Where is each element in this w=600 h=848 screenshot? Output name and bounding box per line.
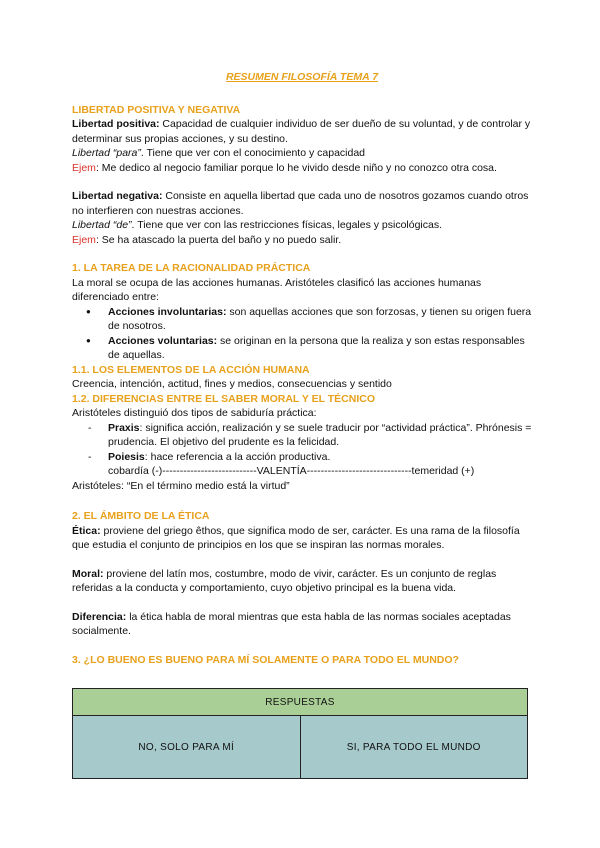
section-heading-libertad: LIBERTAD POSITIVA Y NEGATIVA: [72, 103, 241, 116]
term-text: Capacidad de cualquier individuo de ser dueño de su voluntad, y de controlar y determinar sus propias acciones, y su destino.: [72, 118, 531, 145]
example-negativa: [72, 233, 532, 248]
subsection-1-1-text: Creencia, intención, actitud, fines y medios, consecuencias y sentido: [72, 378, 392, 390]
table-cell-right: SI, PARA TODO EL MUNDO: [300, 716, 528, 779]
italic-rest: . Tiene que ver con el conocimiento y capacidad: [140, 147, 366, 159]
italic-term: Libertad “de”: [72, 219, 132, 231]
item-label: Praxis: [108, 421, 140, 434]
paragraph-diferencia: [72, 610, 532, 639]
item-label: Acciones involuntarias:: [108, 305, 227, 318]
paragraph-libertad-negativa: [72, 189, 532, 218]
term-text: proviene del latín mos, costumbre, modo de vivir, carácter. Es un conjunto de reglas referidas a la conducta y comportamiento, cuyo objetivo principal es la buena vida.: [72, 567, 497, 594]
list-item: [108, 421, 532, 450]
list-item: [108, 334, 532, 363]
term-label: Moral:: [72, 567, 104, 580]
paragraph-etica: [72, 524, 532, 553]
virtue-scale: cobardía (-)---------------------------VALENTÍA------------------------------temeridad (+): [108, 465, 475, 477]
item-label: Poiesis: [108, 450, 145, 463]
table-cell-left: NO, SOLO PARA MÍ: [73, 716, 301, 779]
document-body: [72, 70, 532, 667]
subsection-1-2-intro: Aristóteles distinguió dos tipos de sabiduría práctica:: [72, 407, 317, 419]
document-title: RESUMEN FILOSOFÍA TEMA 7: [225, 71, 379, 83]
term-label: Libertad positiva:: [72, 118, 160, 130]
item-text: : hace referencia a la acción productiva.: [144, 450, 331, 463]
ejem-label: Ejem: [72, 233, 96, 246]
item-text: son aquellas acciones que son forzosas, y tienen su origen fuera de nosotros.: [108, 305, 532, 332]
dash-list-sabiduria: [72, 421, 532, 465]
ejem-label: Ejem: [72, 161, 96, 174]
section-heading-1: 1. LA TAREA DE LA RACIONALIDAD PRÁCTICA: [72, 262, 311, 274]
section-heading-2: 2. EL ÁMBITO DE LA ÉTICA: [72, 510, 210, 522]
responses-table: [72, 688, 528, 779]
italic-rest: . Tiene que ver con las restricciones físicas, legales y psicológicas.: [131, 219, 443, 231]
table-header-cell: RESPUESTAS: [73, 689, 528, 716]
subsection-heading-1-1: 1.1. LOS ELEMENTOS DE LA ACCIÓN HUMANA: [72, 363, 310, 376]
term-label: Diferencia:: [72, 610, 127, 623]
table-row: [73, 716, 528, 779]
italic-term: Libertad “para”: [72, 147, 141, 159]
bullet-list-acciones: [72, 305, 532, 363]
term-text: proviene del griego êthos, que significa modo de ser, carácter. Es una rama de la filosofía que estudia el conjunto de principios en los que se inspiran las normas morales.: [72, 524, 520, 551]
list-item: [108, 305, 532, 334]
list-item: [108, 450, 532, 465]
aristoteles-quote: Aristóteles: “En el término medio está la virtud”: [72, 479, 290, 492]
term-text: la ética habla de moral mientras que esta habla de las normas sociales aceptadas socialmente.: [72, 610, 511, 637]
term-label: Libertad negativa:: [72, 190, 163, 202]
example-positiva: [72, 161, 532, 176]
section-heading-3: 3. ¿LO BUENO ES BUENO PARA MÍ SOLAMENTE O PARA TODO EL MUNDO?: [72, 653, 459, 666]
term-text: Consiste en aquella libertad que cada uno de nosotros gozamos cuando otros no interfieren con nuestras acciones.: [72, 190, 529, 217]
item-label: Acciones voluntarias:: [108, 334, 218, 347]
section-1-intro: La moral se ocupa de las acciones humanas. Aristóteles clasificó las acciones humanas diferenciado entre:: [72, 276, 482, 303]
subsection-heading-1-2: 1.2. DIFERENCIAS ENTRE EL SABER MORAL Y EL TÉCNICO: [72, 392, 375, 405]
paragraph-moral: [72, 567, 532, 596]
example-text: : Se ha atascado la puerta del baño y no puedo salir.: [95, 233, 342, 246]
paragraph-libertad-de: [72, 218, 532, 233]
table-header-row: [73, 689, 528, 716]
item-text: : significa acción, realización y se suele traducir por “actividad práctica”. Phrónesis = prudencia. El objetivo del prudente es la felicidad.: [108, 421, 532, 448]
paragraph-libertad-para: [72, 146, 532, 161]
paragraph-libertad-positiva: [72, 117, 532, 146]
example-text: : Me dedico al negocio familiar porque lo he vivido desde niño y no conozco otra cosa.: [95, 161, 497, 174]
term-label: Ética:: [72, 524, 101, 537]
item-text: se originan en la persona que la realiza y son estas responsables de aquellas.: [108, 334, 525, 361]
